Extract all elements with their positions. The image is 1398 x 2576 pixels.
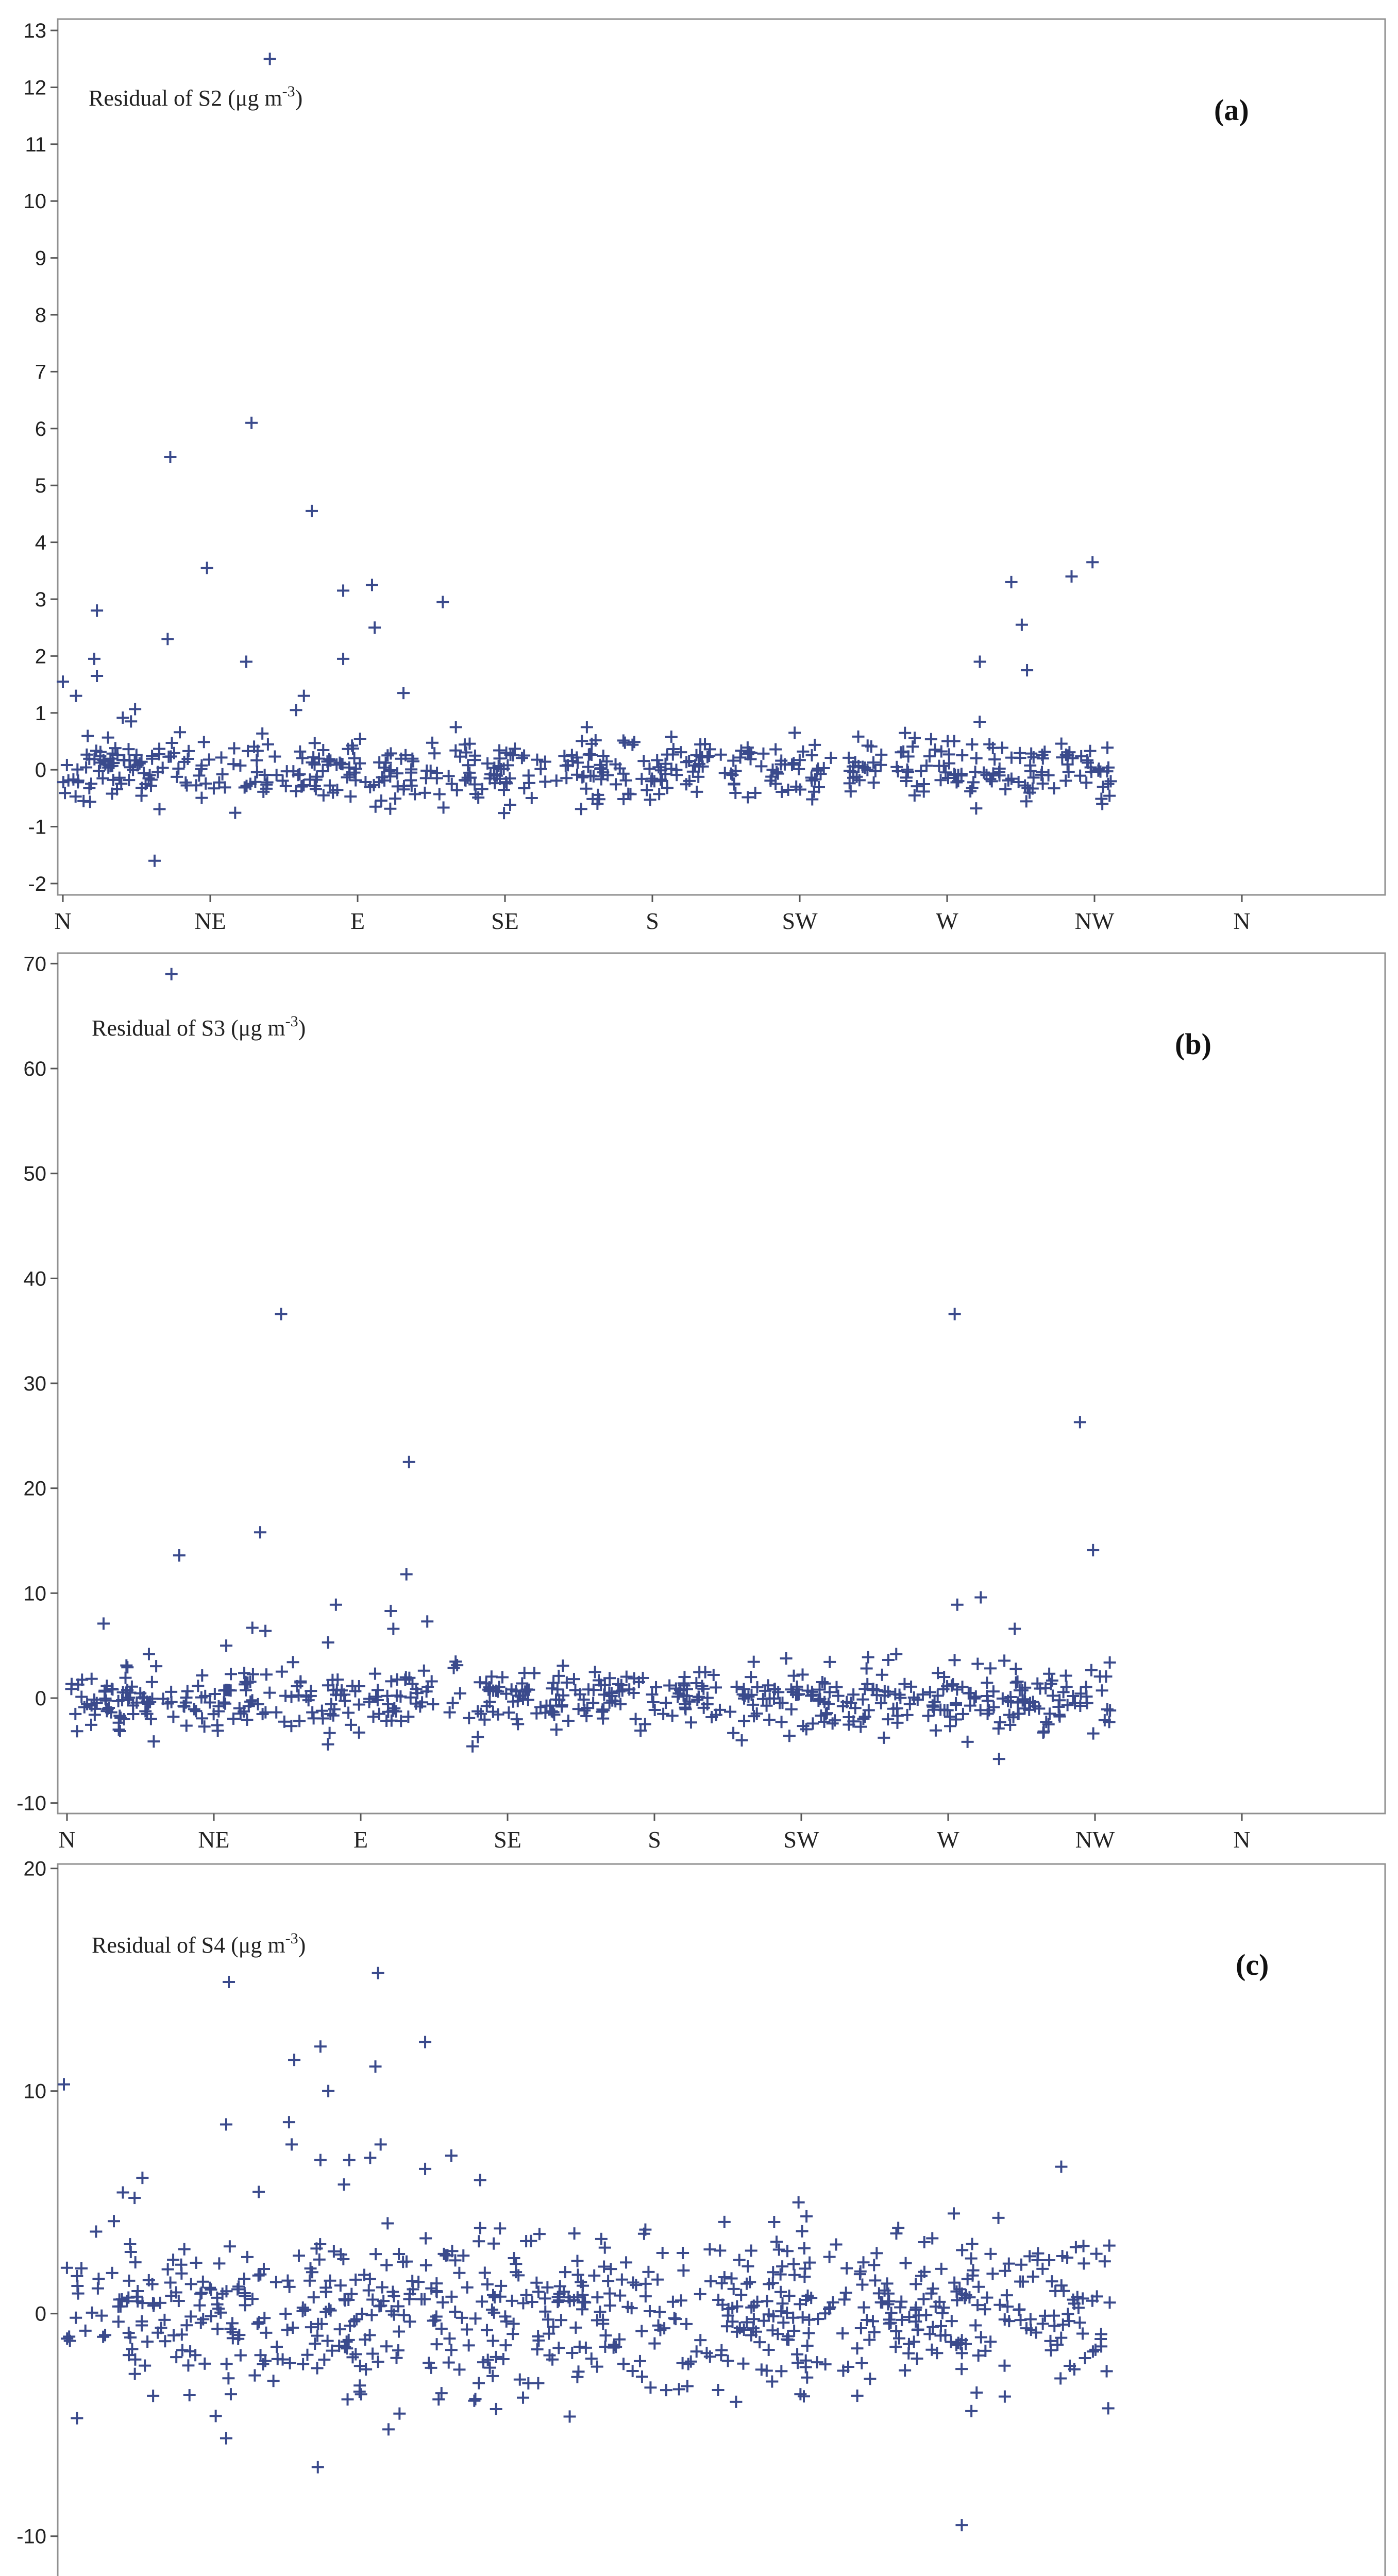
panel-b-title: Residual of S3 (μg $m^{-3}$) [92, 1013, 306, 1041]
xtick-label: NE [194, 908, 226, 934]
ytick-label: 20 [23, 1857, 46, 1880]
ytick-label: 20 [23, 1477, 46, 1500]
ytick-label: 0 [35, 2302, 46, 2326]
ytick-label: 10 [23, 190, 46, 213]
xtick-label: NW [1075, 1826, 1115, 1853]
ytick-label: 70 [23, 953, 46, 976]
ytick-label: -1 [28, 816, 46, 839]
ytick-label: 10 [23, 1582, 46, 1605]
xtick-label: NE [198, 1826, 230, 1853]
ytick-label: 12 [23, 76, 46, 99]
xtick-label: SW [783, 1826, 819, 1853]
xtick-label: N [1233, 1826, 1251, 1853]
xtick-label: E [353, 1826, 368, 1853]
ytick-label: -10 [16, 1792, 46, 1815]
ytick-label: 40 [23, 1267, 46, 1291]
ytick-label: 60 [23, 1058, 46, 1081]
panel-a-label: (a) [1214, 93, 1249, 127]
panel-c [16, 1858, 1385, 2576]
xtick-label: SW [782, 908, 818, 934]
xtick-label: S [648, 1826, 661, 1853]
ytick-label: 9 [35, 247, 46, 270]
ytick-label: -10 [16, 2525, 46, 2548]
panel-b-label: (b) [1175, 1027, 1211, 1061]
xtick-label: N [1233, 908, 1251, 934]
ytick-label: 2 [35, 645, 46, 668]
ytick-label: 7 [35, 361, 46, 384]
panel-a-title: Residual of S2 (μg $m^{-3}$) [89, 83, 303, 111]
xtick-label: S [646, 908, 659, 934]
ytick-label: 0 [35, 1687, 46, 1710]
ytick-label: 30 [23, 1372, 46, 1395]
ytick-label: 0 [35, 759, 46, 782]
panel-b-frame [58, 953, 1385, 1814]
xtick-label: SE [494, 1826, 521, 1853]
xtick-label: W [936, 908, 958, 934]
panel-a [24, 19, 1386, 934]
panel-c-frame [58, 1864, 1385, 2576]
ytick-label: 5 [35, 474, 46, 498]
xtick-label: E [350, 908, 365, 934]
panel-c-title: Residual of S4 (μg $m^{-3}$) [92, 1930, 306, 1958]
xtick-label: SE [491, 908, 519, 934]
panel-b [16, 953, 1385, 1853]
ytick-label: -2 [28, 872, 46, 895]
xtick-label: N [58, 1826, 76, 1853]
ytick-label: 8 [35, 304, 46, 327]
ytick-label: 11 [25, 133, 46, 156]
ytick-label: 1 [35, 702, 46, 725]
ytick-label: 6 [35, 417, 46, 440]
xtick-label: NW [1074, 908, 1115, 934]
panel-c-label: (c) [1236, 1948, 1269, 1981]
ytick-label: 50 [23, 1162, 46, 1185]
xtick-label: N [54, 908, 72, 934]
xtick-label: W [937, 1826, 959, 1853]
ytick-label: 3 [35, 588, 46, 611]
ytick-label: 4 [35, 531, 46, 554]
ytick-label: 13 [23, 20, 46, 43]
ytick-label: 10 [23, 2080, 46, 2103]
